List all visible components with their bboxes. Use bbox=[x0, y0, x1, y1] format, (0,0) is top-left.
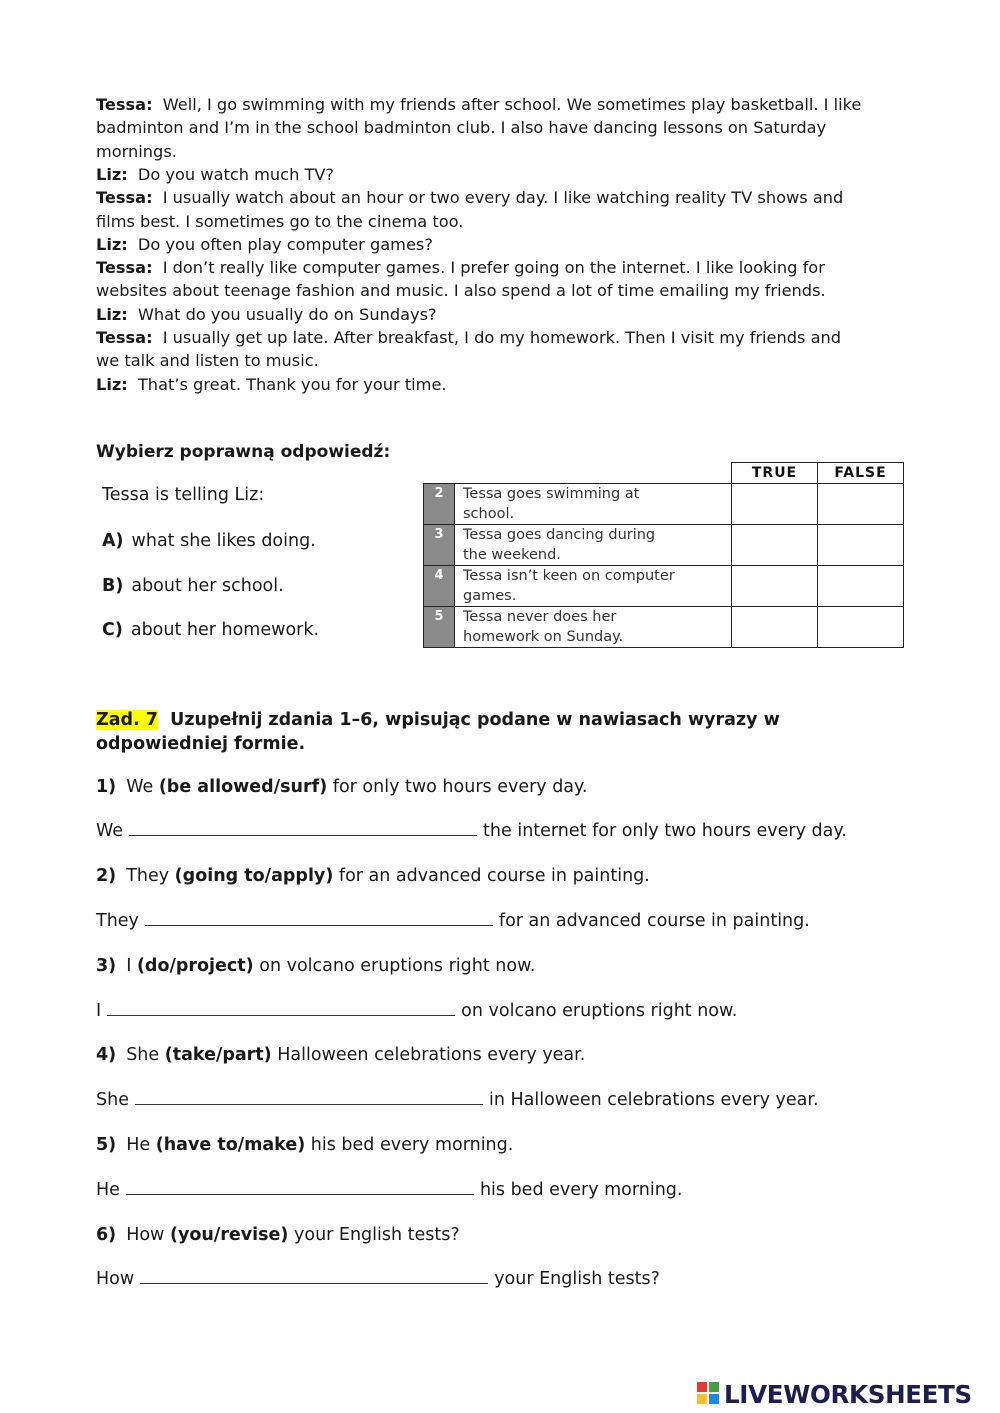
dialogue-line bbox=[96, 303, 916, 326]
statement bbox=[455, 566, 732, 607]
question-2 bbox=[96, 866, 650, 886]
dialogue-cont: films best. I sometimes go to the cinema too. bbox=[96, 211, 464, 231]
speaker: Liz: bbox=[96, 374, 128, 394]
statement-line: the weekend. bbox=[463, 547, 561, 563]
dialogue-line bbox=[96, 373, 916, 396]
true-false-table bbox=[423, 462, 904, 648]
dialogue-cont: websites about teenage fashion and music. I also spend a lot of time emailing my friends. bbox=[96, 281, 826, 301]
logo-square bbox=[709, 1394, 719, 1404]
answer-text: I bbox=[96, 1001, 102, 1021]
logo-square bbox=[697, 1394, 707, 1404]
answer-4 bbox=[96, 1090, 819, 1110]
question-text: She bbox=[126, 1045, 160, 1065]
answer-text: She bbox=[96, 1090, 129, 1110]
answer-5 bbox=[96, 1180, 682, 1200]
answer-text: in Halloween celebrations every year. bbox=[488, 1090, 819, 1110]
question-text: for only two hours every day. bbox=[332, 777, 588, 797]
header-blank bbox=[424, 463, 732, 484]
prompt-words: (have to/make) bbox=[155, 1135, 306, 1155]
answer-1 bbox=[96, 821, 847, 841]
option-text: about her homework. bbox=[130, 620, 320, 640]
dialogue-cont: badminton and I’m in the school badminton club. I also have dancing lessons on Saturday bbox=[96, 118, 827, 138]
line-text: I usually get up late. After breakfast, I do my homework. Then I visit my friends and bbox=[162, 328, 842, 347]
question-text: We bbox=[126, 777, 154, 797]
table-row bbox=[424, 566, 904, 607]
logo-text: LIVEWORKSHEETS bbox=[724, 1379, 972, 1409]
liveworksheets-logo[interactable] bbox=[697, 1380, 972, 1408]
row-number: 5 bbox=[424, 607, 455, 648]
true-answer-box[interactable] bbox=[732, 484, 818, 525]
prompt-words: (take/part) bbox=[164, 1045, 272, 1065]
liveworksheets-logo-icon bbox=[697, 1382, 721, 1406]
question-text: I bbox=[126, 956, 132, 976]
false-answer-box[interactable] bbox=[818, 525, 904, 566]
task-title-line: odpowiedniej formie. bbox=[96, 733, 306, 754]
answer-blank[interactable] bbox=[135, 1090, 483, 1105]
table-row bbox=[424, 525, 904, 566]
speaker: Liz: bbox=[96, 164, 128, 184]
choice-heading: Wybierz poprawną odpowiedź: bbox=[96, 442, 391, 462]
answer-text: your English tests? bbox=[494, 1269, 660, 1289]
task-label: Zad. 7 bbox=[96, 710, 158, 730]
question-5 bbox=[96, 1135, 513, 1155]
answer-blank[interactable] bbox=[126, 1180, 474, 1195]
question-6 bbox=[96, 1225, 460, 1245]
line-text: I usually watch about an hour or two every day. I like watching reality TV shows and bbox=[162, 188, 844, 208]
choice-option-b[interactable] bbox=[102, 576, 284, 596]
false-answer-box[interactable] bbox=[818, 607, 904, 648]
answer-blank[interactable] bbox=[107, 1001, 455, 1016]
choice-option-a[interactable] bbox=[102, 531, 316, 551]
question-text: How bbox=[126, 1225, 165, 1245]
question-3 bbox=[96, 956, 535, 976]
dialogue-line bbox=[96, 186, 916, 209]
speaker: Liz: bbox=[96, 304, 128, 324]
question-4 bbox=[96, 1045, 585, 1065]
statement bbox=[455, 484, 732, 525]
answer-blank[interactable] bbox=[145, 911, 493, 926]
prompt-words: (you/revise) bbox=[169, 1225, 289, 1245]
speaker: Tessa: bbox=[96, 95, 153, 114]
option-letter: A) bbox=[102, 531, 124, 551]
dialogue-line bbox=[96, 233, 916, 256]
row-number: 3 bbox=[424, 525, 455, 566]
true-answer-box[interactable] bbox=[732, 607, 818, 648]
question-text: on volcano eruptions right now. bbox=[259, 956, 536, 976]
answer-2 bbox=[96, 911, 810, 931]
answer-text: How bbox=[96, 1269, 135, 1289]
false-answer-box[interactable] bbox=[818, 566, 904, 607]
statement bbox=[455, 607, 732, 648]
answer-3 bbox=[96, 1001, 737, 1021]
choice-option-c[interactable] bbox=[102, 620, 319, 640]
question-number: 2) bbox=[96, 866, 117, 886]
dialogue-line bbox=[96, 93, 916, 116]
logo-square bbox=[697, 1382, 707, 1392]
dialogue-line bbox=[96, 163, 916, 186]
line-text: Do you often play computer games? bbox=[137, 234, 433, 254]
false-answer-box[interactable] bbox=[818, 484, 904, 525]
question-number: 4) bbox=[96, 1045, 117, 1065]
answer-text: We bbox=[96, 821, 124, 841]
choice-intro: Tessa is telling Liz: bbox=[102, 485, 265, 505]
speaker: Liz: bbox=[96, 234, 128, 254]
question-text: his bed every morning. bbox=[310, 1135, 514, 1155]
statement-line: homework on Sunday. bbox=[463, 629, 624, 645]
speaker: Tessa: bbox=[96, 258, 153, 278]
logo-square bbox=[709, 1382, 719, 1392]
answer-blank[interactable] bbox=[129, 821, 477, 836]
true-header: TRUE bbox=[732, 463, 818, 484]
option-letter: C) bbox=[102, 620, 123, 640]
dialogue-line bbox=[96, 326, 916, 349]
question-number: 5) bbox=[96, 1135, 117, 1155]
statement-line: Tessa goes swimming at bbox=[463, 486, 640, 502]
answer-text: his bed every morning. bbox=[479, 1180, 683, 1200]
statement-line: Tessa isn’t keen on computer bbox=[463, 568, 675, 584]
answer-blank[interactable] bbox=[140, 1269, 488, 1284]
true-answer-box[interactable] bbox=[732, 525, 818, 566]
task-7-title bbox=[96, 709, 896, 756]
answer-6 bbox=[96, 1269, 660, 1289]
row-number: 4 bbox=[424, 566, 455, 607]
answer-text: the internet for only two hours every day. bbox=[483, 821, 847, 841]
prompt-words: (going to/apply) bbox=[174, 866, 334, 886]
answer-text: They bbox=[96, 911, 139, 931]
table-row bbox=[424, 607, 904, 648]
speaker: Tessa: bbox=[96, 328, 153, 347]
option-letter: B) bbox=[102, 576, 124, 596]
question-text: Halloween celebrations every year. bbox=[277, 1045, 586, 1065]
false-header: FALSE bbox=[818, 463, 904, 484]
question-text: your English tests? bbox=[294, 1225, 460, 1245]
prompt-words: (do/project) bbox=[136, 956, 254, 976]
statement-line: games. bbox=[463, 588, 517, 604]
line-text: I don’t really like computer games. I prefer going on the internet. I like looking for bbox=[162, 258, 825, 278]
line-text: That’s great. Thank you for your time. bbox=[137, 374, 447, 394]
question-number: 1) bbox=[96, 777, 117, 797]
answer-text: for an advanced course in painting. bbox=[498, 911, 810, 931]
dialogue-cont: we talk and listen to music. bbox=[96, 351, 319, 371]
answer-text: on volcano eruptions right now. bbox=[461, 1001, 738, 1021]
statement-line: school. bbox=[463, 506, 515, 522]
question-text: They bbox=[126, 866, 170, 886]
question-1 bbox=[96, 777, 587, 797]
statement-line: Tessa never does her bbox=[463, 609, 617, 625]
row-number: 2 bbox=[424, 484, 455, 525]
question-number: 6) bbox=[96, 1225, 117, 1245]
table-row bbox=[424, 484, 904, 525]
answer-text: He bbox=[96, 1180, 120, 1200]
true-answer-box[interactable] bbox=[732, 566, 818, 607]
question-text: for an advanced course in painting. bbox=[338, 866, 650, 886]
option-text: about her school. bbox=[131, 576, 284, 596]
dialogue-cont: mornings. bbox=[96, 141, 177, 161]
table-header-row bbox=[424, 463, 904, 484]
task-title-line: Uzupełnij zdania 1–6, wpisując podane w nawiasach wyrazy w bbox=[170, 710, 780, 730]
option-text: what she likes doing. bbox=[131, 531, 316, 551]
question-number: 3) bbox=[96, 956, 117, 976]
line-text: What do you usually do on Sundays? bbox=[137, 304, 437, 324]
prompt-words: (be allowed/surf) bbox=[158, 777, 328, 797]
statement-line: Tessa goes dancing during bbox=[463, 527, 656, 543]
dialogue-line bbox=[96, 256, 916, 279]
statement bbox=[455, 525, 732, 566]
line-text: Do you watch much TV? bbox=[137, 164, 335, 184]
line-text: Well, I go swimming with my friends after school. We sometimes play basketball. I like bbox=[162, 95, 862, 114]
question-text: He bbox=[126, 1135, 151, 1155]
speaker: Tessa: bbox=[96, 188, 153, 208]
